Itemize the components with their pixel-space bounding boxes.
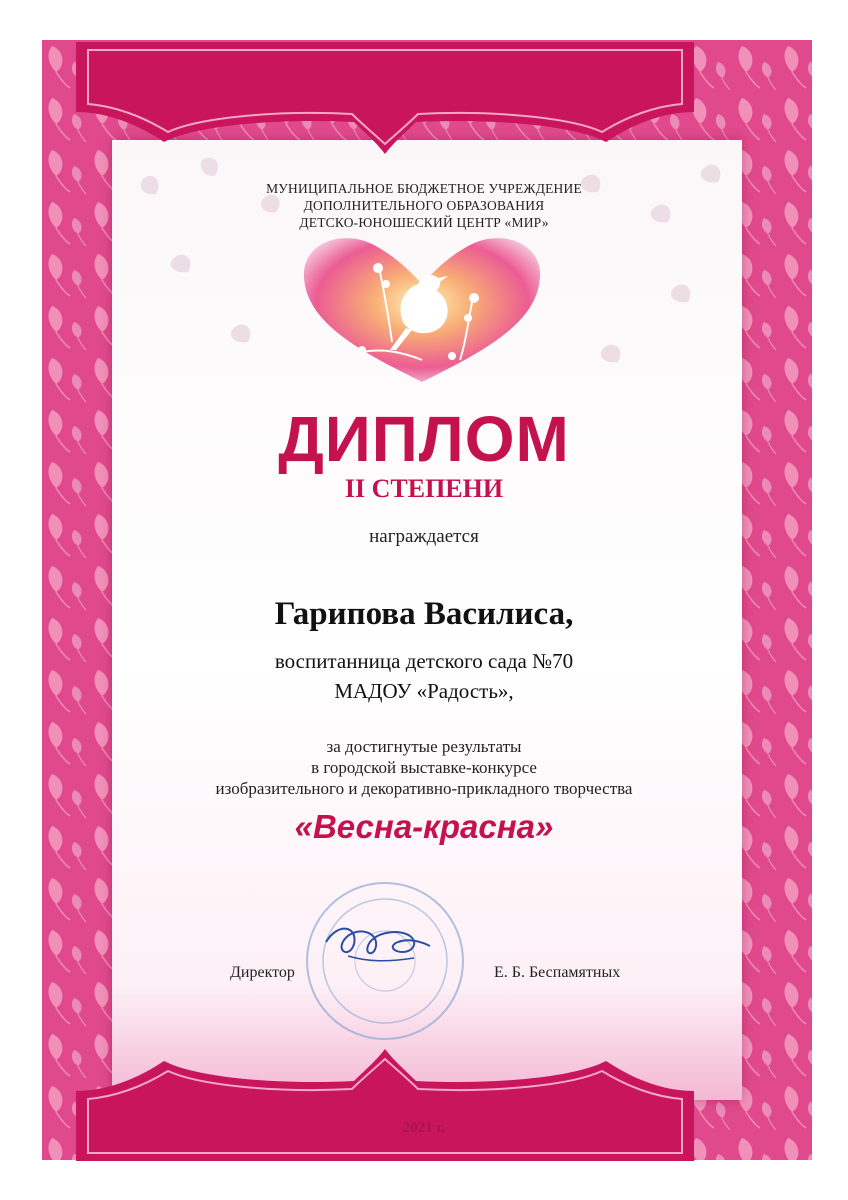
reason-line-3: изобразительного и декоративно-прикладного творчества: [215, 779, 633, 798]
reason-line-2: в городской выставке-конкурсе: [311, 758, 537, 777]
organization-line-3: ДЕТСКО-ЮНОШЕСКИЙ ЦЕНТР «МИР»: [299, 215, 549, 230]
reason-line-1: за достигнутые результаты: [326, 737, 522, 756]
director-name: Е. Б. Беспамятных: [494, 964, 621, 981]
organization-header: [0, 180, 848, 231]
organization-line-1: МУНИЦИПАЛЬНОЕ БЮДЖЕТНОЕ УЧРЕЖДЕНИЕ: [266, 181, 582, 196]
organization-line-2: ДОПОЛНИТЕЛЬНОГО ОБРАЗОВАНИЯ: [303, 198, 545, 213]
contest-name: «Весна-красна»: [294, 808, 554, 845]
bottom-banner: [76, 1046, 694, 1161]
heart-bird-emblem: [292, 232, 552, 392]
director-signature: [318, 912, 438, 972]
diploma-degree: II СТЕПЕНИ: [344, 474, 504, 503]
year-label: 2021 г.: [402, 1120, 446, 1136]
recipient-line-1: воспитанница детского сада №70: [274, 649, 574, 673]
recipient-line-2: МАДОУ «Радость»,: [334, 679, 514, 703]
director-position: Директор: [230, 964, 295, 981]
recipient-details: [0, 646, 848, 706]
awarded-label: награждается: [369, 526, 479, 547]
top-banner: [76, 42, 694, 157]
diploma-title: ДИПЛОМ: [278, 403, 570, 475]
recipient-name: Гарипова Василиса,: [274, 596, 574, 632]
award-reason: [0, 736, 848, 799]
